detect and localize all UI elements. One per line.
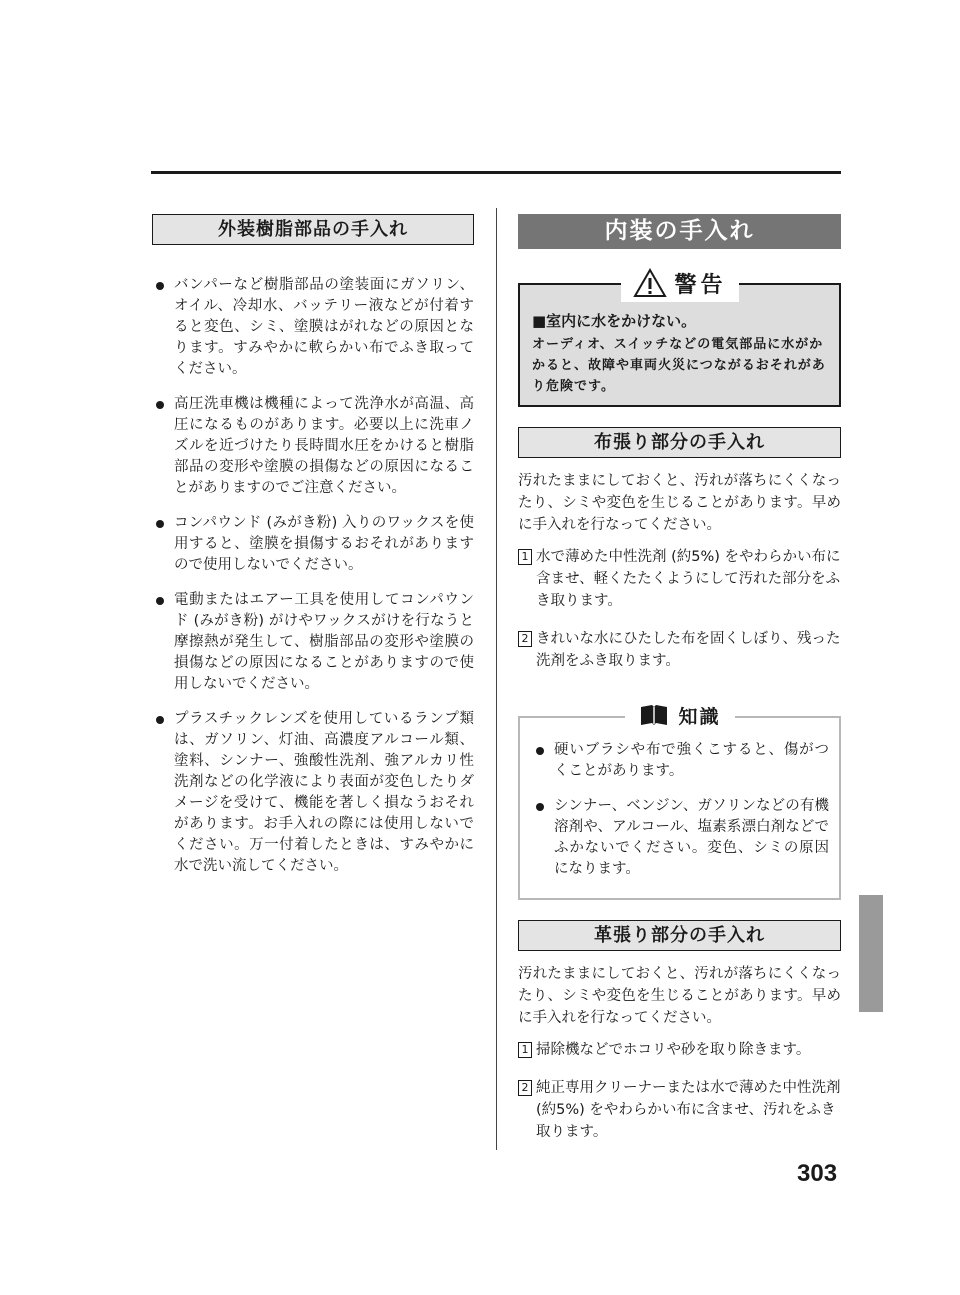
step-number: 2	[518, 1080, 532, 1096]
column-divider	[496, 208, 497, 1150]
list-item: コンパウンド (みがき粉) 入りのワックスを使用すると、塗膜を損傷するおそれがありますので使用しないでください。	[152, 513, 474, 576]
fabric-steps	[518, 546, 841, 672]
knowledge-header	[624, 698, 734, 732]
list-item: 高圧洗車機は機種によって洗浄水が高温、高圧になるものがあります。必要以上に洗車ノズルを近づけたり長時間水圧をかけると樹脂部品の変形や塗膜の損傷などの原因になることがありますのでご注意ください。	[152, 394, 474, 499]
page-number: 303	[797, 1160, 838, 1187]
chapter-tab	[859, 895, 883, 1012]
list-item: プラスチックレンズを使用しているランプ類は、ガソリン、灯油、高濃度アルコール類、塗料、シンナー、強酸性洗剤、強アルカリ性洗剤などの化学液により表面が変色したりダメージを受けて、機能を著しく損なうおそれがあります。お手入れの際には使用しないでください。万一付着したときは、すみやかに水で洗い流してください。	[152, 709, 474, 877]
interior-care-heading: 内装の手入れ	[518, 214, 841, 249]
leather-intro: 汚れたままにしておくと、汚れが落ちにくくなったり、シミや変色を生じることがあります。早めに手入れを行なってください。	[518, 966, 841, 1026]
step-text: 水で薄めた中性洗剤 (約5%) をやわらかい布に含ませ、軽くたたくようにして汚れた部分をふき取ります。	[536, 549, 841, 609]
list-item	[518, 546, 841, 612]
knowledge-box	[518, 705, 841, 900]
top-rule	[151, 171, 841, 174]
leather-heading: 革張り部分の手入れ	[518, 920, 841, 951]
warning-title: 警告	[674, 272, 727, 298]
knowledge-bullets	[532, 740, 829, 880]
knowledge-body	[518, 716, 841, 900]
step-text: 掃除機などでホコリや砂を取り除きます。	[536, 1042, 811, 1058]
exterior-resin-heading: 外装樹脂部品の手入れ	[152, 214, 474, 245]
book-icon	[638, 703, 668, 727]
warning-heading: ■室内に水をかけない。	[532, 312, 697, 330]
exterior-resin-bullets	[152, 275, 474, 877]
list-item	[518, 628, 841, 672]
step-number: 1	[518, 549, 532, 565]
fabric-heading: 布張り部分の手入れ	[518, 427, 841, 458]
warning-header	[620, 264, 738, 302]
step-text: 純正専用クリーナーまたは水で薄めた中性洗剤 (約5%) をやわらかい布に含ませ、汚れをふき取ります。	[536, 1080, 841, 1140]
fabric-intro: 汚れたままにしておくと、汚れが落ちにくくなったり、シミや変色を生じることがあります。早めに手入れを行なってください。	[518, 473, 841, 533]
list-item	[518, 1039, 841, 1061]
list-item: 硬いブラシや布で強くこすると、傷がつくことがあります。	[532, 740, 829, 782]
step-text: きれいな水にひたした布を固くしぼり、残った洗剤をふき取ります。	[536, 631, 841, 669]
step-number: 2	[518, 631, 532, 647]
step-number: 1	[518, 1042, 532, 1058]
knowledge-title: 知識	[678, 705, 721, 728]
list-item: バンパーなど樹脂部品の塗装面にガソリン、オイル、冷却水、バッテリー液などが付着すると変色、シミ、塗膜はがれなどの原因となります。すみやかに軟らかい布でふき取ってください。	[152, 275, 474, 380]
leather-steps	[518, 1039, 841, 1143]
right-column	[518, 214, 841, 1159]
warning-box	[518, 272, 841, 407]
left-column	[152, 214, 474, 891]
list-item: シンナー、ベンジン、ガソリンなどの有機溶剤や、アルコール、塩素系漂白剤などでふかないでください。変色、シミの原因になります。	[532, 796, 829, 880]
list-item	[518, 1077, 841, 1143]
warning-text: オーディオ、スイッチなどの電気部品に水がかかると、故障や車両火災につながるおそれがあり危険です。	[532, 337, 826, 394]
warning-triangle-icon	[632, 268, 666, 298]
list-item: 電動またはエアー工具を使用してコンパウンド (みがき粉) がけやワックスがけを行なうと摩擦熱が発生して、樹脂部品の変形や塗膜の損傷などの原因になることがありますので使用しないでください。	[152, 590, 474, 695]
